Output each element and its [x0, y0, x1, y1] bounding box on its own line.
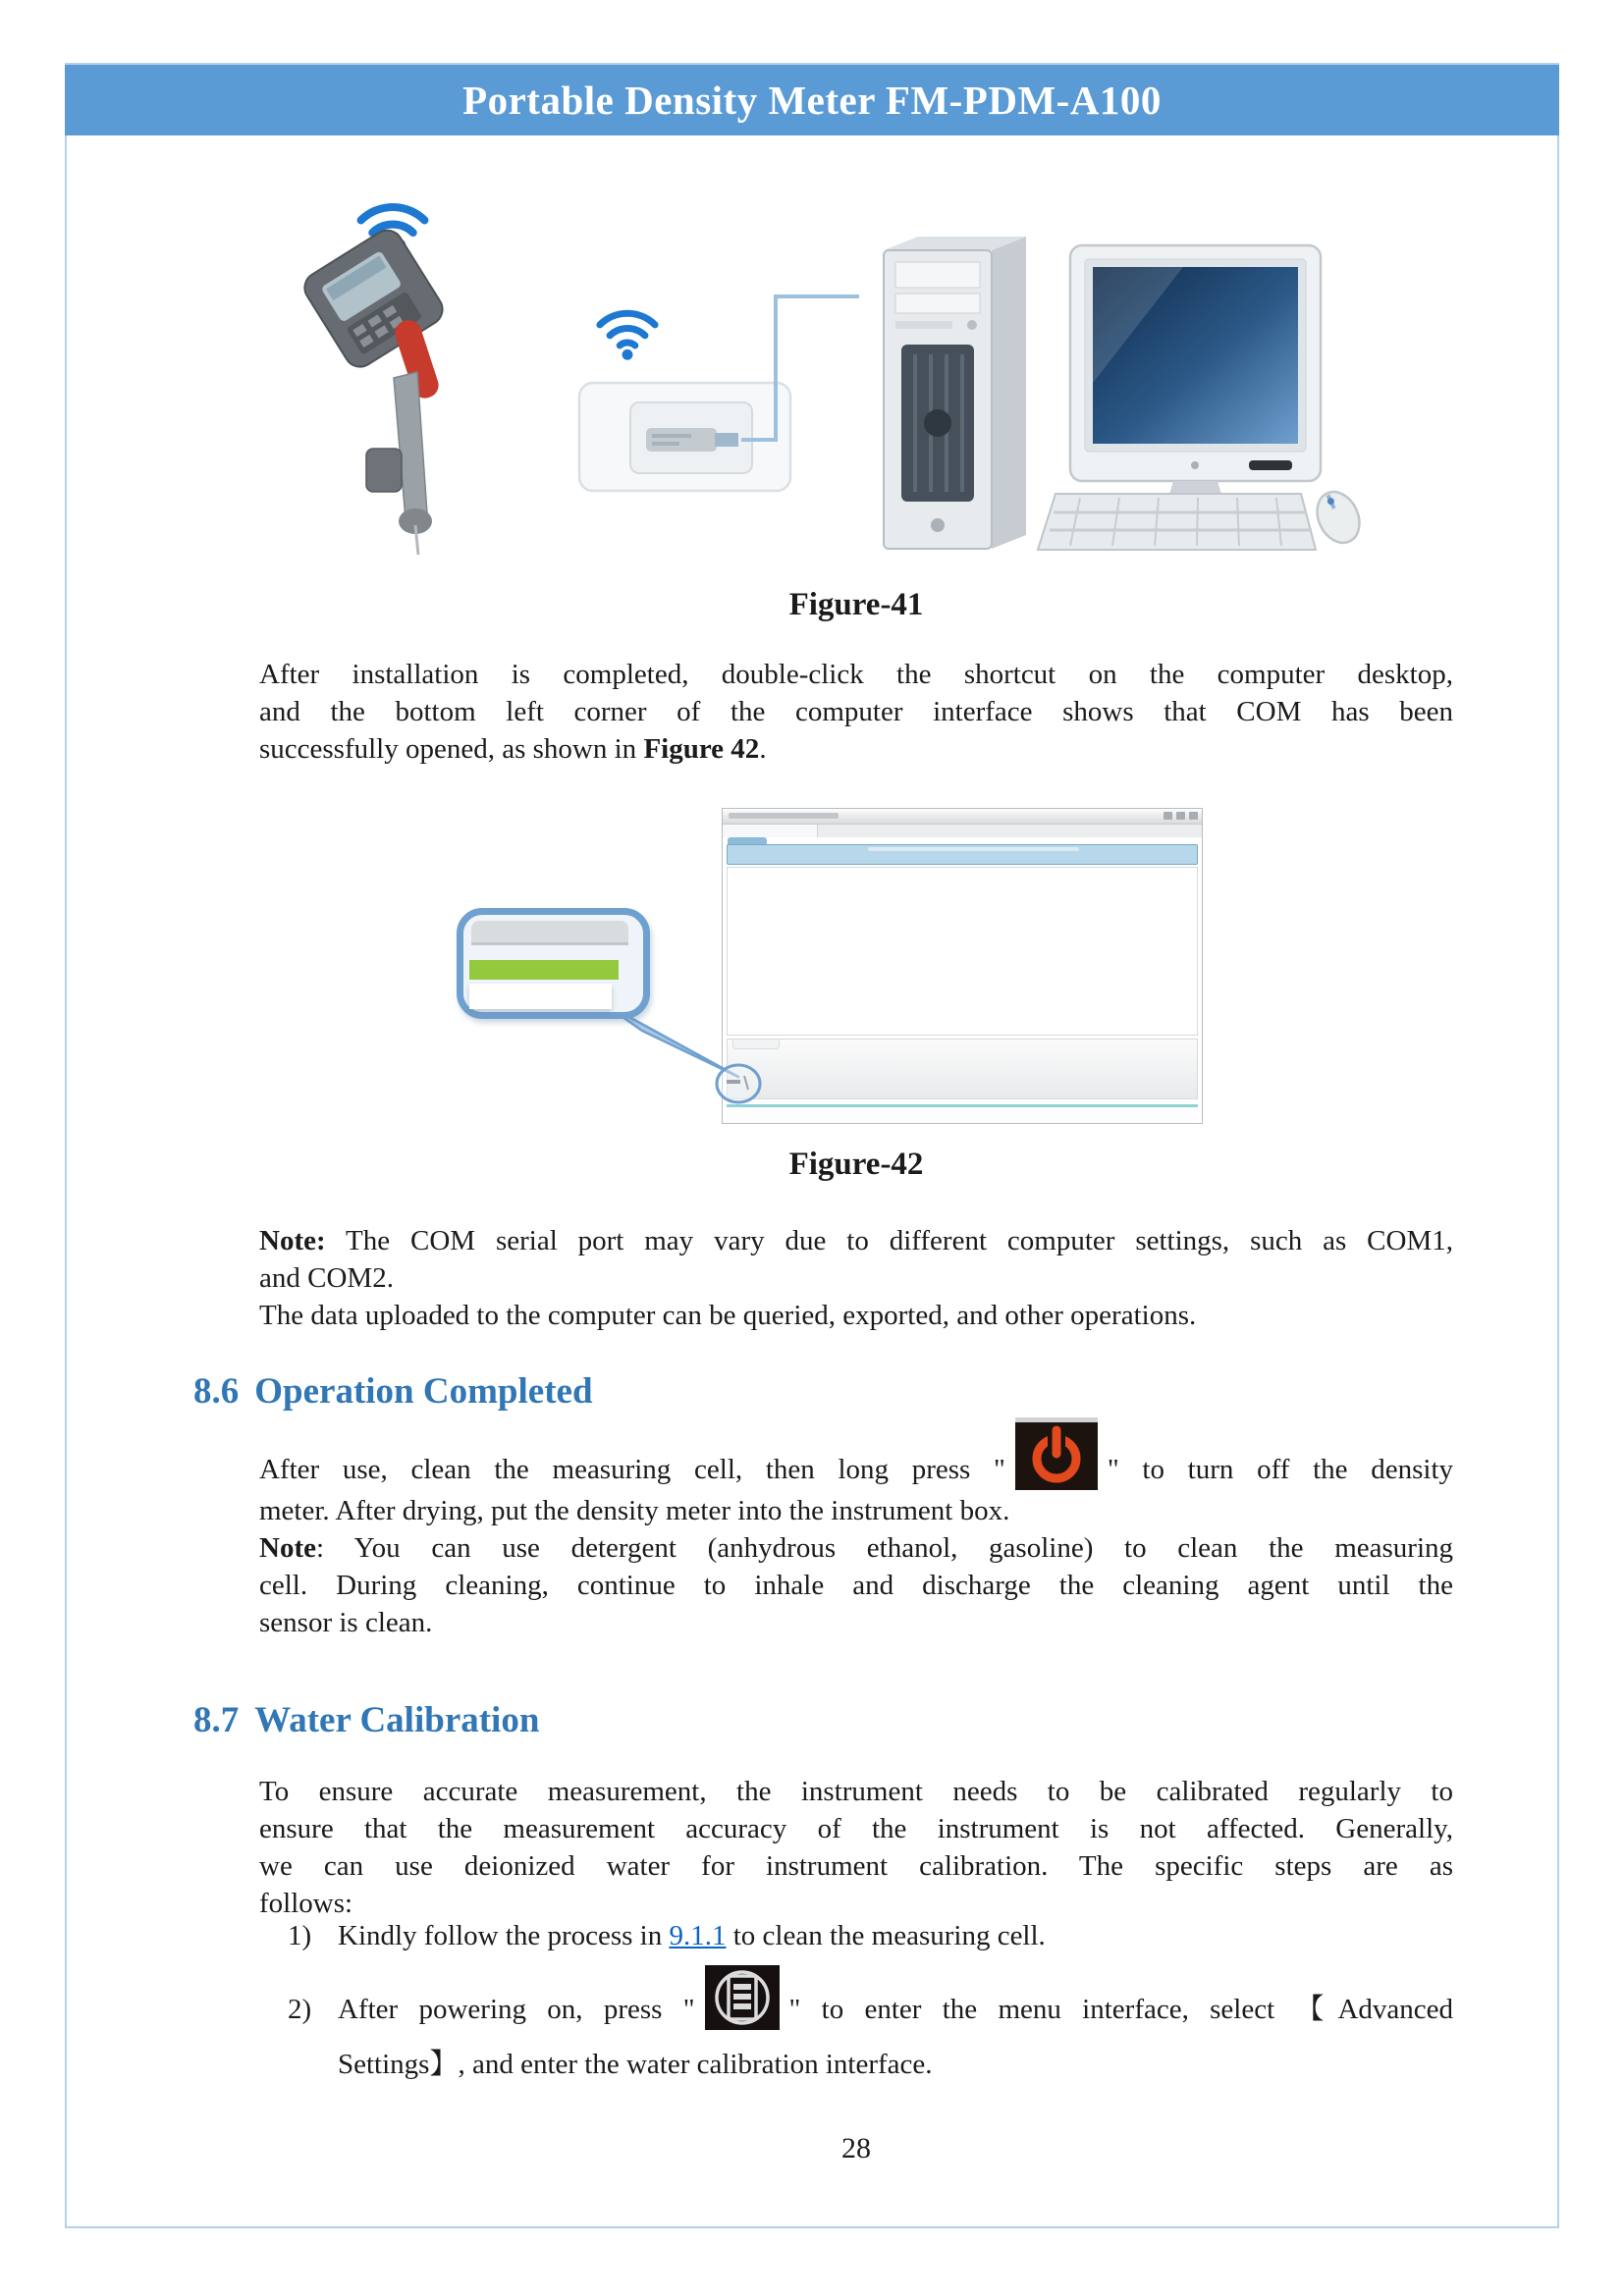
text-segment: successfully opened, as shown in — [259, 733, 644, 765]
callout-detail-box — [469, 984, 612, 1009]
figure-41-caption: Figure-41 — [788, 587, 924, 622]
list-item-2-line-1 — [288, 1965, 1453, 2030]
list-item-2-line-2 — [288, 2046, 1503, 2083]
paragraph-operation-completed — [259, 1492, 1453, 1641]
note-label: Note — [259, 1532, 316, 1564]
text-segment: After powering on, press " — [338, 1994, 695, 2025]
text-line: we can use deionized water for instrument calibration. The specific steps are as — [259, 1850, 1453, 1882]
callout-window-chrome — [471, 921, 628, 945]
close-icon — [1189, 812, 1198, 820]
text-segment: : You can use detergent (anhydrous ethanol, gasoline) to clean the measuring — [315, 1532, 1453, 1564]
text-line: sensor is clean. — [259, 1607, 433, 1638]
link-9-1-1[interactable]: 9.1.1 — [669, 1920, 727, 1951]
paragraph-note-com — [259, 1222, 1453, 1334]
text-line-with-power-icon — [259, 1417, 1453, 1490]
text-segment: . — [759, 733, 767, 765]
list-item-1 — [288, 1917, 1453, 1954]
text-segment: " to enter the menu interface, select 【Advanced — [788, 1994, 1454, 2025]
page-header — [65, 65, 1559, 135]
text-line — [259, 1222, 1453, 1259]
minimize-icon — [1164, 812, 1172, 820]
text-segment: The COM serial port may vary due to different computer settings, such as COM1, — [325, 1225, 1453, 1256]
figure-41-illustration — [295, 152, 1375, 564]
text-line: and COM2. — [259, 1262, 394, 1294]
density-meter-illustration — [298, 225, 448, 555]
desktop-computer-illustration — [884, 237, 1368, 550]
com-status-highlight — [469, 960, 619, 980]
paragraph-installation — [259, 656, 1453, 768]
text-line: follows: — [259, 1888, 353, 1919]
com-status-callout — [457, 908, 650, 1019]
text-segment: Kindly follow the process in — [338, 1920, 670, 1951]
section-heading-8-6 — [193, 1370, 593, 1413]
power-icon — [1015, 1417, 1098, 1490]
text-segment: " to turn off the density — [1107, 1454, 1453, 1485]
wireless-receiver-illustration — [579, 383, 790, 491]
window-tab — [723, 825, 818, 837]
list-marker: 1) — [288, 1920, 312, 1951]
wifi-icon — [600, 313, 655, 359]
paragraph-water-calibration — [259, 1773, 1453, 1922]
text-segment: to clean the measuring cell. — [726, 1920, 1046, 1951]
text-segment: After use, clean the measuring cell, then long press " — [259, 1454, 1005, 1485]
text-line — [259, 730, 1453, 768]
maximize-icon — [1176, 812, 1185, 820]
window-title-bar — [723, 809, 1202, 825]
list-marker: 2) — [288, 1994, 312, 2025]
text-line: The data uploaded to the computer can be queried, exported, and other operations. — [259, 1300, 1197, 1331]
text-line: ensure that the measurement accuracy of the instrument is not affected. Generally, — [259, 1813, 1453, 1844]
note-label: Note: — [259, 1225, 326, 1256]
window-controls — [1164, 812, 1198, 820]
section-heading-8-7 — [193, 1699, 539, 1741]
text-line: After installation is completed, double-click the shortcut on the computer desktop, — [259, 659, 1453, 690]
section-title: Operation Completed — [254, 1371, 593, 1412]
text-segment: Settings】, and enter the water calibration interface. — [338, 2049, 933, 2080]
section-title: Water Calibration — [254, 1700, 540, 1740]
window-menu-bar — [723, 825, 1202, 837]
text-line: and the bottom left corner of the computer interface shows that COM has been — [259, 696, 1453, 727]
text-line — [259, 1529, 1453, 1567]
menu-icon — [705, 1965, 780, 2030]
text-line: meter. After drying, put the density meter into the instrument box. — [259, 1495, 1010, 1526]
text-line: cell. During cleaning, continue to inhale and discharge the cleaning agent until the — [259, 1570, 1453, 1601]
section-number: 8.6 — [193, 1371, 240, 1412]
window-title-text — [729, 813, 839, 819]
window-toolbar — [727, 844, 1198, 865]
figure-42-caption: Figure-42 — [788, 1147, 924, 1182]
page-number: 28 — [841, 2132, 871, 2164]
text-line: To ensure accurate measurement, the instrument needs to be calibrated regularly to — [259, 1776, 1453, 1807]
figure-42-reference: Figure 42 — [643, 733, 760, 765]
section-number: 8.7 — [193, 1700, 240, 1740]
page-title: Portable Density Meter FM-PDM-A100 — [462, 78, 1162, 123]
